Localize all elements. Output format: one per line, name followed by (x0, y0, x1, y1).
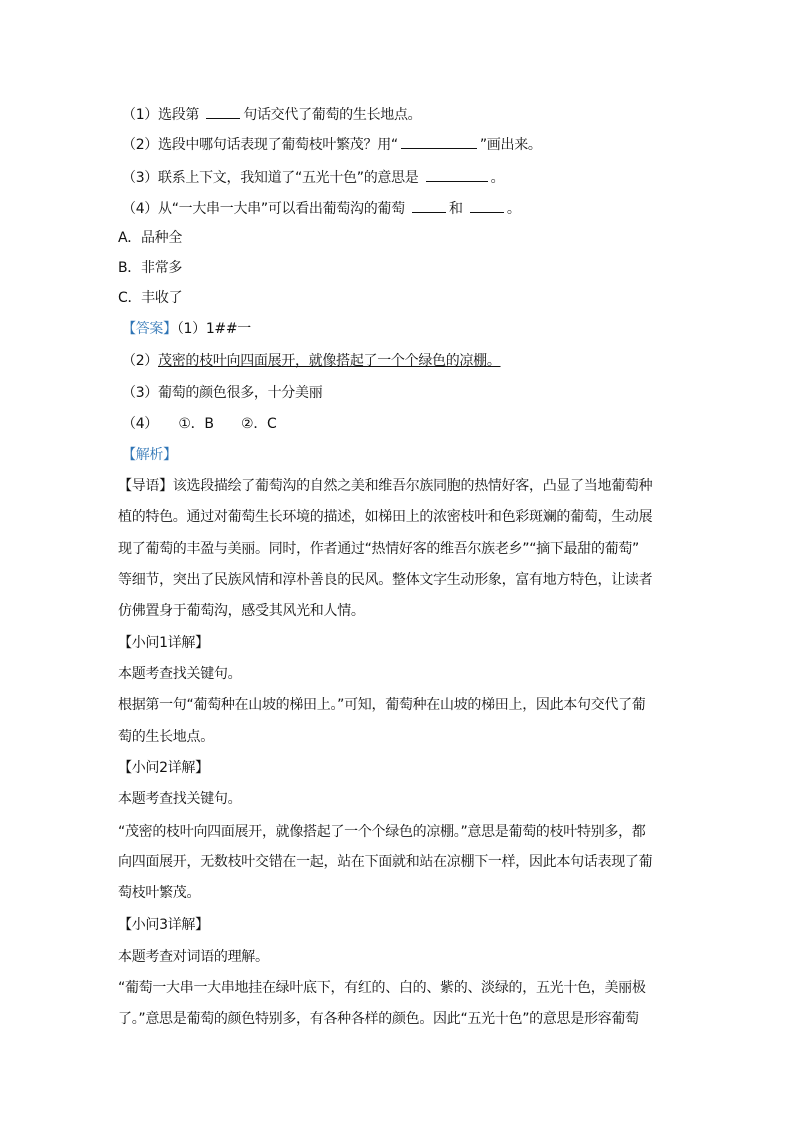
answer-text: （2） (122, 353, 159, 369)
question-4 (122, 198, 521, 218)
answer-blank (426, 167, 488, 182)
intro-line: 【导语】该选段描绘了葡萄沟的自然之美和维吾尔族同胞的热情好客，凸显了当地葡萄种 (118, 478, 653, 494)
answer-line-4: （4） ①．B ②．C (122, 416, 277, 432)
answer-tag: 【答案】 (122, 321, 177, 337)
answer-blank (470, 198, 504, 213)
intro-line: 植的特色。通过对葡萄生长环境的描述，如梯田上的浓密枝叶和色彩斑斓的葡萄，生动展 (118, 509, 653, 525)
question-3 (122, 167, 504, 187)
q1-title: 【小问1详解】 (118, 635, 209, 651)
q2-line: 本题考查找关键句。 (118, 791, 242, 807)
question-text: 句话交代了葡萄的生长地点。 (243, 107, 422, 123)
intro-line: 等细节，突出了民族风情和淳朴善良的民风。整体文字生动形象，富有地方特色，让读者 (118, 572, 653, 588)
question-text: （3）联系上下文，我知道了“五光十色”的意思是 (122, 170, 423, 186)
answer-blank (401, 134, 477, 149)
q2-title: 【小问2详解】 (118, 760, 209, 776)
q2-line: “茂密的枝叶向四面展开，就像搭起了一个个绿色的凉棚。”意思是葡萄的枝叶特别多，都 (118, 824, 646, 840)
answer-line-1 (122, 320, 251, 338)
question-text: （2）选段中哪句话表现了葡萄枝叶繁茂？用“ (122, 137, 398, 153)
answer-blank (412, 198, 446, 213)
q3-title: 【小问3详解】 (118, 917, 209, 933)
question-text: 和 (448, 201, 467, 217)
intro-line: 仿佛置身于葡萄沟，感受其风光和人情。 (118, 603, 365, 619)
option-b: B．非常多 (118, 260, 183, 276)
answer-line-3: （3）葡萄的颜色很多，十分美丽 (122, 385, 323, 401)
q1-line: 根据第一句“葡萄种在山坡的梯田上。”可知，葡萄种在山坡的梯田上，因此本句交代了葡 (118, 697, 646, 713)
question-1 (122, 104, 421, 124)
q1-line: 本题考查找关键句。 (118, 666, 242, 682)
q1-line: 萄的生长地点。 (118, 729, 214, 745)
question-text: （4）从“一大串一大串”可以看出葡萄沟的葡萄 (122, 201, 409, 217)
q3-line: “葡萄一大串一大串地挂在绿叶底下，有红的、白的、紫的、淡绿的，五光十色，美丽极 (118, 980, 646, 996)
question-2 (122, 134, 542, 154)
answer-blank (206, 104, 240, 119)
answer-text: （1）1##一 (176, 321, 251, 337)
question-text: 。 (506, 201, 521, 217)
analysis-tag: 【解析】 (122, 447, 177, 463)
option-a: A．品种全 (118, 230, 183, 246)
answer-text: 茂密的枝叶向四面展开，就像搭起了一个个绿色的凉棚。 (158, 353, 501, 369)
answer-line-2 (122, 352, 501, 370)
question-text: 。 (490, 170, 505, 186)
option-c: C．丰收了 (118, 290, 183, 306)
intro-line: 现了葡萄的丰盈与美丽。同时，作者通过“热情好客的维吾尔族老乡”“摘下最甜的葡萄” (118, 541, 640, 557)
question-text: ”画出来。 (479, 137, 542, 153)
question-text: （1）选段第 (122, 107, 204, 123)
q2-line: 向四面展开，无数枝叶交错在一起，站在下面就和站在凉棚下一样，因此本句话表现了葡 (118, 854, 653, 870)
q2-line: 萄枝叶繁茂。 (118, 885, 201, 901)
q3-line: 了。”意思是葡萄的颜色特别多，有各种各样的颜色。因此“五光十色”的意思是形容葡萄 (118, 1011, 639, 1027)
q3-line: 本题考查对词语的理解。 (118, 949, 269, 965)
